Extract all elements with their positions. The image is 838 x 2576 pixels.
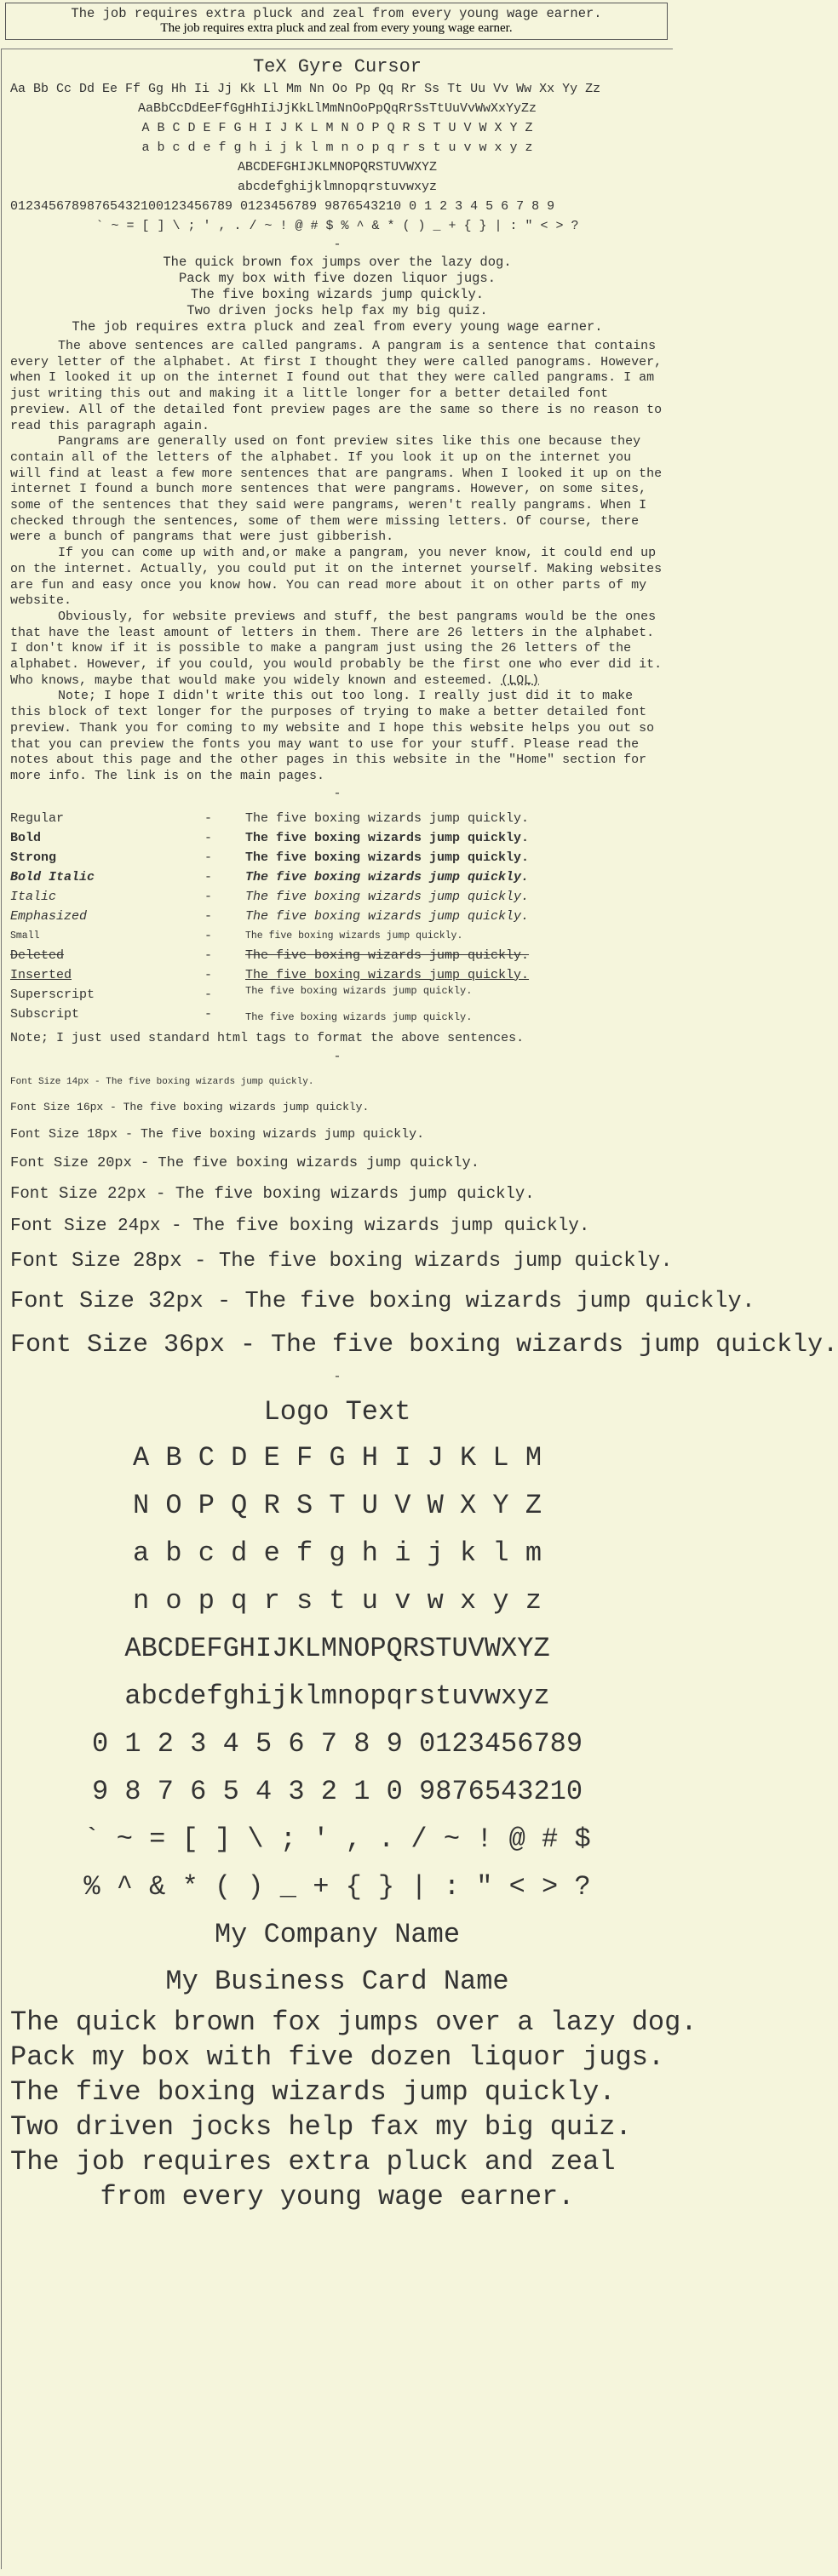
style-sample: The five boxing wizards jump quickly. xyxy=(245,930,463,942)
logo-line: ABCDEFGHIJKLMNOPQRSTUVWXYZ xyxy=(124,1632,550,1664)
char-line-upper-spaced: A B C D E F G H I J K L M N O P Q R S T U V W X Y Z xyxy=(141,121,533,135)
font-title: TeX Gyre Cursor xyxy=(252,56,422,77)
style-dash: - xyxy=(204,1006,213,1022)
header-pangram-serif: The job requires extra pluck and zeal from every young wage earner. xyxy=(160,21,513,35)
style-label: Bold Italic xyxy=(10,869,95,884)
logo-pangram: The quick brown fox jumps over a lazy dog. xyxy=(10,2006,697,2038)
style-row-subscript xyxy=(10,1005,529,1024)
pangram-line: The quick brown fox jumps over the lazy dog. xyxy=(163,255,512,270)
style-sample: The five boxing wizards jump quickly. xyxy=(245,869,530,884)
font-preview-panel xyxy=(1,49,838,2569)
style-dash: - xyxy=(204,810,213,826)
pangram-line: The five boxing wizards jump quickly. xyxy=(190,287,485,302)
pangram-line: The job requires extra pluck and zeal from every young wage earner. xyxy=(72,319,603,335)
font-size-sample: Font Size 14px - The five boxing wizards jump quickly. xyxy=(10,1076,314,1087)
paragraph: Pangrams are generally used on font preview sites like this one because they contain all of the letters of the alphabet. If you look it up on the internet you will find at least a few more sentences that are pangrams. When I looked it up on the internet I found a bunch more sentences that were pangrams. However, on some sites, some of the sentences that they said were pangrams, weren't really pangrams. When I checked through the sentences, some of them were missing letters. Of course, there were a bunch of pangrams that were just gibberish. xyxy=(10,434,663,545)
separator: - xyxy=(333,1369,342,1384)
style-row-bold xyxy=(10,828,529,848)
char-line-lower-spaced: a b c d e f g h i j k l m n o p q r s t u v w x y z xyxy=(141,140,533,155)
style-dash: - xyxy=(204,889,213,904)
logo-line: 9 8 7 6 5 4 3 2 1 0 9876543210 xyxy=(91,1775,583,1807)
font-size-samples xyxy=(10,1070,838,1368)
paragraph: The above sentences are called pangrams. A pangram is a sentence that contains every letter of the alphabet. At first I thought they were called panograms. However, when I looked it up on the internet I found out that they were called pangrams. I am just writing this out and making it a little longer for a better detailed font preview. All of the detailed font preview pages are the same so there is no reason to read this paragraph again. xyxy=(10,339,663,433)
logo-line: A B C D E F G H I J K L M xyxy=(132,1441,542,1474)
separator: - xyxy=(333,786,342,801)
font-size-sample: Font Size 22px - The five boxing wizards jump quickly. xyxy=(10,1183,535,1203)
paragraph-with-lol xyxy=(10,610,664,690)
paragraph: If you can come up with and,or make a pangram, you never know, it could end up on the internet. Actually, you could put it on the internet yourself. Making websites are fun and easy once you know how. You can read more about it on other parts of my website. xyxy=(10,546,663,609)
logo-line: 0 1 2 3 4 5 6 7 8 9 0123456789 xyxy=(91,1727,583,1760)
company-name: My Company Name xyxy=(214,1918,461,1950)
style-row-strong xyxy=(10,848,529,867)
style-label: Strong xyxy=(10,850,57,865)
style-dash: - xyxy=(204,928,213,943)
font-size-sample: Font Size 20px - The five boxing wizards jump quickly. xyxy=(10,1154,479,1171)
pangram-list xyxy=(10,255,664,335)
pangram-line: Two driven jocks help fax my big quiz. xyxy=(187,303,488,318)
logo-line: n o p q r s t u v w x y z xyxy=(132,1584,542,1617)
style-dash: - xyxy=(204,967,213,982)
char-line-pairs: Aa Bb Cc Dd Ee Ff Gg Hh Ii Jj Kk Ll Mm Nn Oo Pp Qq Rr Ss Tt Uu Vv Ww Xx Yy Zz xyxy=(10,82,601,96)
pangram-line: Pack my box with five dozen liquor jugs. xyxy=(178,271,496,286)
logo-line: % ^ & * ( ) _ + { } | : " < > ? xyxy=(83,1870,591,1903)
paragraph-text: Obviously, for website previews and stuff, the best pangrams would be the ones that have the least amount of letters in them. There are 26 letters in the alphabet. I don't know if it is possible to make a pangram just using the 26 letters of the alphabet. However, if you could, you would probably be the first one who ever did it. Who knows, maybe that would make you widely known and esteemed. xyxy=(10,609,663,688)
logo-line: ` ~ = [ ] \ ; ' , . / ~ ! @ # $ xyxy=(83,1823,591,1855)
style-label: Emphasized xyxy=(10,908,88,924)
style-label: Italic xyxy=(10,889,57,904)
style-sample: The five boxing wizards jump quickly. xyxy=(245,889,530,904)
style-row-deleted xyxy=(10,946,529,965)
style-sample: The five boxing wizards jump quickly. xyxy=(245,967,530,982)
font-size-sample: Font Size 16px - The five boxing wizards jump quickly. xyxy=(10,1100,370,1113)
style-dash: - xyxy=(204,869,213,884)
font-size-sample: Font Size 32px - The five boxing wizards jump quickly. xyxy=(10,1288,755,1314)
logo-pangram: Two driven jocks help fax my big quiz. xyxy=(10,2110,632,2143)
style-row-superscript xyxy=(10,985,529,1005)
style-label: Superscript xyxy=(10,987,95,1002)
separator: - xyxy=(333,238,342,252)
logo-text-section xyxy=(10,1390,697,2214)
logo-pangram: from every young wage earner. xyxy=(100,2180,575,2212)
logo-line: abcdefghijklmnopqrstuvwxyz xyxy=(124,1680,550,1712)
style-row-regular xyxy=(10,809,529,828)
lol-abbr: (LOL) xyxy=(501,673,540,688)
style-samples-table xyxy=(10,809,529,1024)
logo-line: a b c d e f g h i j k l m xyxy=(132,1537,542,1569)
style-label: Bold xyxy=(10,830,42,845)
char-line-digits: 01234567898765432100123456789 0123456789 9876543210 0 1 2 3 4 5 6 7 8 9 xyxy=(10,199,555,214)
style-dash: - xyxy=(204,908,213,924)
style-dash: - xyxy=(204,850,213,865)
style-row-inserted xyxy=(10,965,529,985)
style-row-small xyxy=(10,926,529,946)
style-sample: The five boxing wizards jump quickly. xyxy=(245,830,530,845)
style-label: Regular xyxy=(10,810,65,826)
style-label: Inserted xyxy=(10,967,72,982)
logo-pangram: Pack my box with five dozen liquor jugs. xyxy=(10,2041,665,2073)
logo-pangram: The job requires extra pluck and zeal xyxy=(10,2145,616,2178)
format-note: Note; I just used standard html tags to format the above sentences. xyxy=(10,1030,525,1045)
description-text xyxy=(10,339,664,785)
header-banner xyxy=(5,3,668,40)
separator: - xyxy=(333,1049,342,1064)
style-sample: The five boxing wizards jump quickly. xyxy=(245,1010,473,1023)
style-dash: - xyxy=(204,947,213,963)
style-sample: The five boxing wizards jump quickly. xyxy=(245,947,530,963)
logo-line: N O P Q R S T U V W X Y Z xyxy=(132,1489,542,1521)
logo-pangram: The five boxing wizards jump quickly. xyxy=(10,2075,616,2108)
style-dash: - xyxy=(204,987,213,1002)
char-line-pairs-compact: AaBbCcDdEeFfGgHhIiJjKkLlMmNnOoPpQqRrSsTtUuVvWwXxYyZz xyxy=(137,101,537,116)
style-dash: - xyxy=(204,830,213,845)
style-label: Deleted xyxy=(10,947,65,963)
font-size-sample: Font Size 36px - The five boxing wizards jump quickly. xyxy=(10,1330,838,1360)
style-row-bold-italic xyxy=(10,867,529,887)
style-label: Subscript xyxy=(10,1006,80,1022)
char-line-upper: ABCDEFGHIJKLMNOPQRSTUVWXYZ xyxy=(237,160,438,175)
logo-title: Logo Text xyxy=(263,1395,411,1428)
style-label: Small xyxy=(10,930,40,942)
style-sample: The five boxing wizards jump quickly. xyxy=(245,850,530,865)
header-pangram-mono: The job requires extra pluck and zeal from every young wage earner. xyxy=(71,6,602,21)
font-size-sample: Font Size 18px - The five boxing wizards jump quickly. xyxy=(10,1126,425,1142)
char-line-symbols: ` ~ = [ ] \ ; ' , . / ~ ! @ # $ % ^ & * ( ) _ + { } | : " < > ? xyxy=(95,219,579,233)
char-line-lower: abcdefghijklmnopqrstuvwxyz xyxy=(237,180,438,194)
paragraph: Note; I hope I didn't write this out too long. I really just did it to make this block of text longer for the purposes of trying to make a better detailed font preview. Thank you for coming to my website and I hope this website helps you out so that you can preview the fonts you may want to use for your stuff. Please read the notes about this page and the other pages in this website in the "Home" section for more info. The link is on the main pages. xyxy=(10,689,655,783)
business-card-name: My Business Card Name xyxy=(165,1965,509,1997)
style-row-emphasized xyxy=(10,907,529,926)
font-size-sample: Font Size 28px - The five boxing wizards jump quickly. xyxy=(10,1249,673,1273)
style-sample: The five boxing wizards jump quickly. xyxy=(245,985,473,998)
style-row-italic xyxy=(10,887,529,907)
style-sample: The five boxing wizards jump quickly. xyxy=(245,810,530,826)
style-sample: The five boxing wizards jump quickly. xyxy=(245,908,530,924)
font-size-sample: Font Size 24px - The five boxing wizards jump quickly. xyxy=(10,1216,590,1236)
